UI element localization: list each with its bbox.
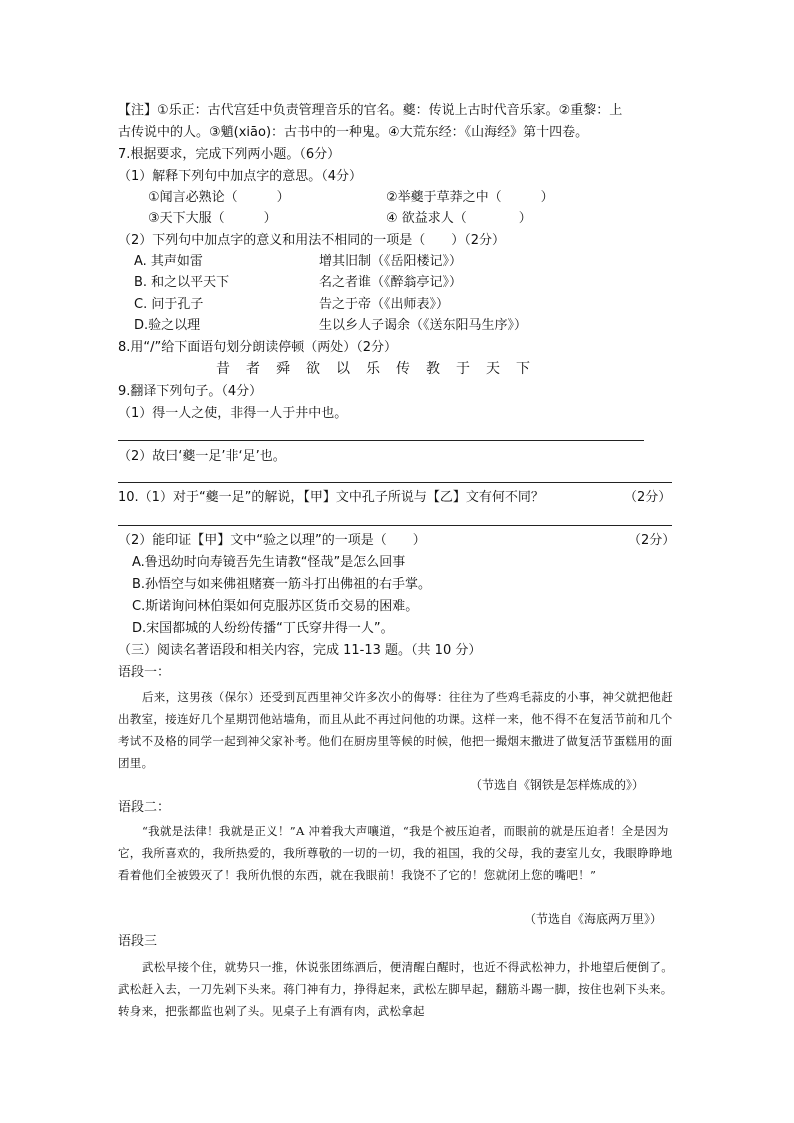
q7-title: 7.根据要求，完成下列两小题。（6分）: [118, 147, 341, 162]
q7-option-b-right: 名之者谁（《醉翁亭记》）: [319, 275, 463, 290]
section3-heading: （三）阅读名著语段和相关内容，完成 11-13 题。（共 10 分）: [118, 643, 482, 658]
q7-option-c-right: 告之于帝（《出师表》）: [319, 297, 450, 312]
q9-sentence-2: （2）故曰‘夔一足’非‘足’也。: [118, 449, 286, 464]
q10-part2-score: （2分）: [628, 533, 676, 548]
q7-option-c-left: C. 问于孔子: [134, 297, 204, 312]
q10-option-b: B.孙悟空与如来佛祖赌赛一筋斗打出佛祖的右手掌。: [132, 577, 432, 592]
q7-option-d-left: D.验之以理: [134, 318, 201, 333]
q8-sentence: 昔者舜欲以乐传教于天下: [216, 361, 546, 377]
q7-option-a-right: 增其旧制（《岳阳楼记》）: [319, 254, 463, 269]
note-line-1: 【注】①乐正：古代宫廷中负责管理音乐的官名。夔：传说上古时代音乐家。②重黎：上: [118, 103, 623, 118]
q9-answer-line-2[interactable]: [118, 482, 672, 483]
passage2-text: “我就是法律！我就是正义！”A 冲着我大声嚷道，“我是个被压迫者，而眼前的就是压迫者！全是因为它，我所喜欢的，我所热爱的，我所尊敬的一切的一切，我的祖国，我的父母，我的妻室儿女，我眼睁睁地看着他们全被毁灭了！我所仇恨的东西，就在我眼前！我饶不了它的！您就闭上您的嘴吧！”: [118, 824, 673, 882]
q7-item-1: ①闻言必熟论（ ）: [148, 190, 290, 205]
q10-option-a: A.鲁迅幼时向寿镜吾先生请教“怪哉”是怎么回事: [132, 555, 406, 570]
q7-item-4: ④ 欲益求人（ ）: [386, 211, 532, 226]
q7-part2: （2）下列句中加点字的意义和用法不相同的一项是（ ）（2分）: [118, 233, 506, 248]
q9-sentence-1: （1）得一人之使，非得一人于井中也。: [118, 406, 348, 421]
q7-item-3: ③天下大服（ ）: [148, 211, 277, 226]
passage3-label: 语段三: [118, 934, 158, 949]
q7-option-d-right: 生以乡人子谒余（《送东阳马生序》）: [319, 318, 528, 333]
q8-title: 8.用“/”给下面语句划分朗读停顿（两处）（2分）: [118, 340, 398, 355]
q9-answer-line-1[interactable]: [118, 440, 644, 441]
q10-part1: 10.（1）对于“夔一足”的解说，【甲】文中孔子所说与【乙】文有何不同？: [118, 490, 544, 505]
q7-option-a-left: A. 其声如雷: [134, 254, 203, 269]
q10-option-d: D.宋国都城的人纷纷传播“丁氏穿井得一人”。: [132, 621, 394, 636]
q7-part1: （1）解释下列句中加点字的意思。（4分）: [118, 169, 363, 184]
q9-title: 9.翻译下列句子。（4分）: [118, 384, 263, 399]
passage1-label: 语段一：: [118, 665, 171, 680]
passage3-text: 武松早接个住，就势只一推，休说张团练酒后，便清醒白醒时，也近不得武松神力，扑地望后便倒了。武松赶入去，一刀先剁下头来。蒋门神有力，挣得起来，武松左脚早起，翻筋斗踢一脚，按住也剁下头来。转身来，把张都监也剁了头。见桌子上有酒有肉，武松拿起: [118, 960, 673, 1018]
passage1-text: 后来，这男孩（保尔）还受到瓦西里神父许多次小的侮辱：往往为了些鸡毛蒜皮的小事，神父就把他赶出教室，接连好几个星期罚他站墙角，而且从此不再过问他的功课。这样一来，他不得不在复活节前和几个考试不及格的同学一起到神父家补考。他们在厨房里等候的时候，他把一撮烟末撒进了做复活节蛋糕用的面团里。: [118, 690, 673, 770]
note-line-2: 古传说中的人。③魈(xiāo)：古书中的一种鬼。④大荒东经：《山海经》第十四卷。: [118, 125, 589, 140]
q10-answer-line[interactable]: [118, 525, 672, 526]
q10-option-c: C.斯诺询问林伯渠如何克服苏区货币交易的困难。: [132, 599, 419, 614]
passage1-source: （节选自《钢铁是怎样炼成的》）: [470, 778, 645, 792]
q7-option-b-left: B. 和之以平天下: [134, 275, 230, 290]
passage2-label: 语段二：: [118, 800, 171, 815]
q7-item-2: ②举夔于草莽之中（ ）: [386, 190, 554, 205]
q10-part2: （2）能印证【甲】文中“验之以理”的一项是（ ）: [118, 533, 426, 548]
q10-part1-score: （2分）: [624, 490, 672, 505]
passage2-source: （节选自《海底两万里》）: [524, 912, 663, 926]
